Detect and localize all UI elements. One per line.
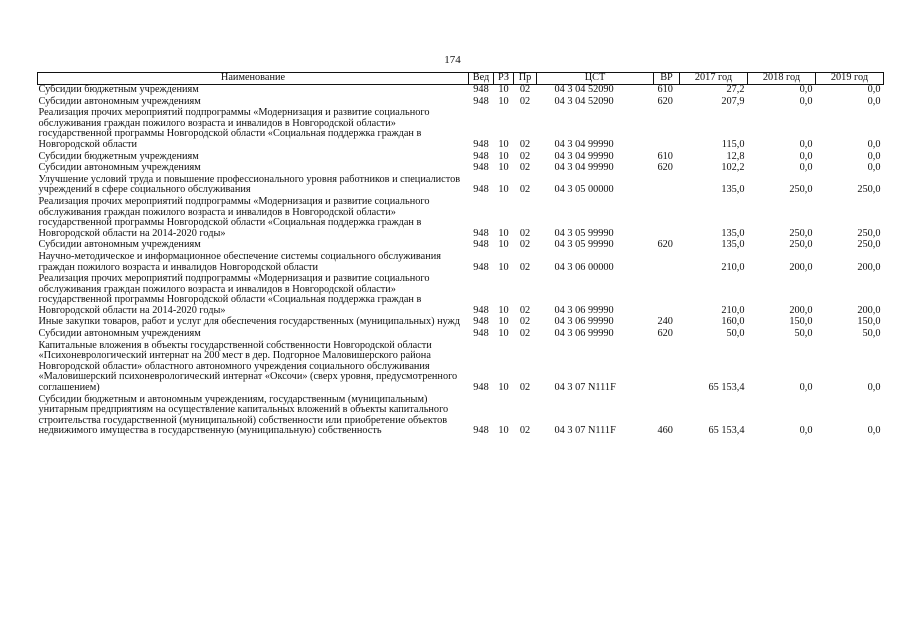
page-number: 174 — [444, 54, 461, 66]
cell-cst: 04 3 07 N111F — [554, 382, 616, 394]
cell-name: Субсидии бюджетным учреждениям — [38, 150, 199, 162]
cell-cst: 04 3 06 00000 — [554, 261, 614, 273]
cell-rz: 10 — [498, 95, 509, 107]
cell-pr: 02 — [519, 138, 531, 150]
cell-name: Капитальные вложения в объекты государственной собственности Новгородской области «Психоневрологический интернат на 200 мест в дер. Подгорное Маловишерского района Новгородской области» областного автономного учреждения социального обслуживания «Маловишерский психоневрологический интернат «Оксочи» (сверх уровня, предусмотренного соглашением) — [38, 339, 458, 394]
cell-2017: 135,0 — [721, 239, 745, 251]
cell-2019: 0,0 — [867, 162, 881, 174]
cell-vr: 620 — [657, 328, 673, 340]
cell-2017: 115,0 — [721, 138, 745, 150]
cell-rz: 10 — [498, 162, 509, 174]
cell-vr: 240 — [657, 316, 673, 328]
cell-cst: 04 3 06 99990 — [554, 316, 614, 328]
cell-rz: 10 — [498, 425, 509, 437]
cell-vr: 620 — [657, 95, 673, 107]
cell-ved: 948 — [473, 316, 489, 328]
cell-cst: 04 3 04 52090 — [554, 84, 614, 95]
cell-2018: 0,0 — [799, 425, 813, 437]
cell-name: Научно-методическое и информационное обеспечение системы социального обслуживания граждан пожилого возраста и инвалидов Новгородской области — [38, 250, 441, 273]
header-pr: Пр — [514, 73, 537, 85]
cell-ved: 948 — [473, 328, 489, 340]
cell-name: Иные закупки товаров, работ и услуг для обеспечения государственных (муниципальных) нужд — [38, 316, 461, 328]
cell-pr: 02 — [519, 227, 531, 239]
cell-rz: 10 — [498, 227, 509, 239]
cell-ved: 948 — [473, 304, 489, 316]
cell-cst: 04 3 05 00000 — [554, 184, 614, 196]
cell-2018: 200,0 — [789, 304, 813, 316]
cell-rz: 10 — [498, 138, 509, 150]
cell-name: Субсидии автономным учреждениям — [38, 162, 201, 174]
table-row — [38, 163, 884, 175]
cell-pr: 02 — [519, 316, 531, 328]
cell-pr: 02 — [519, 239, 531, 251]
cell-cst: 04 3 06 99990 — [554, 328, 614, 340]
cell-2019: 0,0 — [867, 84, 881, 95]
cell-2019: 0,0 — [867, 150, 881, 162]
cell-name: Реализация прочих мероприятий подпрограммы «Модернизация и развитие социального обслуживания граждан пожилого возраста и инвалидов в Новгородской области» государственной программы Новгородской области «Социальная поддержка граждан в Новгородской области на 2014-2020 годы» — [38, 273, 430, 316]
cell-2017: 65 153,4 — [708, 425, 745, 437]
cell-cst: 04 3 06 99990 — [554, 304, 614, 316]
cell-2018: 0,0 — [799, 138, 813, 150]
cell-ved: 948 — [473, 150, 489, 162]
cell-name: Реализация прочих мероприятий подпрограммы «Модернизация и развитие социального обслуживания граждан пожилого возраста и инвалидов в Новгородской области» государственной программы Новгородской области «Социальная поддержка граждан в Новгородской области — [38, 107, 430, 150]
cell-vr: 620 — [657, 239, 673, 251]
cell-ved: 948 — [473, 382, 489, 394]
cell-2019: 200,0 — [857, 304, 881, 316]
cell-2018: 0,0 — [799, 382, 813, 394]
cell-pr: 02 — [519, 425, 531, 437]
cell-rz: 10 — [498, 304, 509, 316]
cell-2019: 0,0 — [867, 382, 881, 394]
cell-rz: 10 — [498, 84, 509, 95]
cell-2018: 50,0 — [794, 328, 813, 340]
cell-vr — [654, 197, 680, 240]
cell-pr: 02 — [519, 304, 531, 316]
table-row — [38, 108, 884, 151]
header-rz: РЗ — [494, 73, 514, 85]
table-body — [38, 85, 884, 439]
cell-2017: 210,0 — [721, 261, 745, 273]
cell-2017: 207,9 — [721, 95, 745, 107]
table-row — [38, 175, 884, 197]
cell-vr: 610 — [657, 84, 673, 95]
cell-pr: 02 — [519, 328, 531, 340]
cell-2018: 250,0 — [789, 239, 813, 251]
cell-2017: 12,8 — [726, 150, 745, 162]
table-row — [38, 85, 884, 97]
cell-2018: 0,0 — [799, 162, 813, 174]
cell-vr — [654, 252, 680, 274]
cell-2019: 0,0 — [867, 138, 881, 150]
cell-vr: 610 — [657, 150, 673, 162]
cell-pr: 02 — [519, 382, 531, 394]
cell-pr: 02 — [519, 184, 531, 196]
cell-2019: 250,0 — [857, 227, 881, 239]
cell-pr: 02 — [519, 162, 531, 174]
cell-vr — [654, 274, 680, 317]
cell-ved: 948 — [473, 227, 489, 239]
cell-vr — [654, 108, 680, 151]
table-row — [38, 341, 884, 395]
cell-ved: 948 — [473, 162, 489, 174]
cell-2019: 250,0 — [857, 239, 881, 251]
cell-pr: 02 — [519, 84, 531, 95]
cell-rz: 10 — [498, 382, 509, 394]
cell-2017: 210,0 — [721, 304, 745, 316]
cell-name: Улучшение условий труда и повышение профессионального уровня работников и специалистов учреждений в сфере социального обслуживания — [38, 173, 461, 196]
table-row — [38, 329, 884, 341]
cell-2018: 200,0 — [789, 261, 813, 273]
cell-2017: 135,0 — [721, 184, 745, 196]
cell-2019: 200,0 — [857, 261, 881, 273]
cell-name: Субсидии бюджетным и автономным учреждениям, государственным (муниципальным) унитарным предприятиям на осуществление капитальных вложений в объекты капитального строительства государственной (муниципальной) собственности или приобретение объектов недвижимого имущества в государственную (муниципальную) собственность — [38, 393, 449, 437]
cell-2018: 0,0 — [799, 84, 813, 95]
table-row — [38, 274, 884, 317]
cell-2018: 250,0 — [789, 184, 813, 196]
cell-cst: 04 3 04 52090 — [554, 95, 614, 107]
cell-2017: 135,0 — [721, 227, 745, 239]
cell-pr: 02 — [519, 150, 531, 162]
cell-name: Субсидии автономным учреждениям — [38, 239, 201, 251]
cell-vr: 460 — [657, 425, 673, 437]
cell-cst: 04 3 05 99990 — [554, 239, 614, 251]
table-row — [38, 197, 884, 240]
cell-rz: 10 — [498, 184, 509, 196]
cell-2019: 0,0 — [867, 425, 881, 437]
cell-2018: 0,0 — [799, 95, 813, 107]
cell-vr: 620 — [657, 162, 673, 174]
cell-pr: 02 — [519, 261, 531, 273]
table-row — [38, 252, 884, 274]
cell-vr — [654, 341, 680, 395]
cell-ved: 948 — [473, 95, 489, 107]
cell-pr: 02 — [519, 95, 531, 107]
cell-cst: 04 3 04 99990 — [554, 150, 614, 162]
cell-ved: 948 — [473, 138, 489, 150]
cell-2017: 27,2 — [726, 84, 745, 95]
cell-ved: 948 — [473, 184, 489, 196]
cell-name: Субсидии бюджетным учреждениям — [38, 84, 199, 95]
cell-cst: 04 3 07 N111F — [554, 425, 616, 437]
cell-2017: 160,0 — [721, 316, 745, 328]
header-ved: Вед — [469, 73, 494, 85]
cell-rz: 10 — [498, 239, 509, 251]
cell-2017: 50,0 — [726, 328, 745, 340]
cell-2018: 150,0 — [789, 316, 813, 328]
cell-cst: 04 3 04 99990 — [554, 138, 614, 150]
cell-cst: 04 3 04 99990 — [554, 162, 614, 174]
cell-rz: 10 — [498, 328, 509, 340]
cell-name: Субсидии автономным учреждениям — [38, 95, 201, 107]
table-header-row — [38, 73, 884, 85]
cell-rz: 10 — [498, 316, 509, 328]
header-cst: ЦСТ — [537, 73, 654, 85]
cell-ved: 948 — [473, 239, 489, 251]
cell-ved: 948 — [473, 84, 489, 95]
cell-2019: 0,0 — [867, 95, 881, 107]
header-2018: 2018 год — [748, 73, 816, 85]
cell-rz: 10 — [498, 261, 509, 273]
cell-2018: 250,0 — [789, 227, 813, 239]
header-2017: 2017 год — [680, 73, 748, 85]
header-vr: ВР — [654, 73, 680, 85]
cell-rz: 10 — [498, 150, 509, 162]
cell-cst: 04 3 05 99990 — [554, 227, 614, 239]
cell-2017: 102,2 — [721, 162, 745, 174]
cell-2019: 150,0 — [857, 316, 881, 328]
cell-ved: 948 — [473, 425, 489, 437]
table-row — [38, 395, 884, 438]
cell-name: Субсидии автономным учреждениям — [38, 328, 201, 340]
budget-table — [37, 72, 884, 438]
cell-2018: 0,0 — [799, 150, 813, 162]
header-name: Наименование — [38, 73, 469, 85]
cell-ved: 948 — [473, 261, 489, 273]
cell-2019: 50,0 — [862, 328, 881, 340]
cell-2017: 65 153,4 — [708, 382, 745, 394]
cell-2019: 250,0 — [857, 184, 881, 196]
header-2019: 2019 год — [816, 73, 884, 85]
cell-vr — [654, 175, 680, 197]
cell-name: Реализация прочих мероприятий подпрограммы «Модернизация и развитие социального обслуживания граждан пожилого возраста и инвалидов в Новгородской области» государственной программы Новгородской области «Социальная поддержка граждан в Новгородской области на 2014-2020 годы» — [38, 195, 430, 239]
